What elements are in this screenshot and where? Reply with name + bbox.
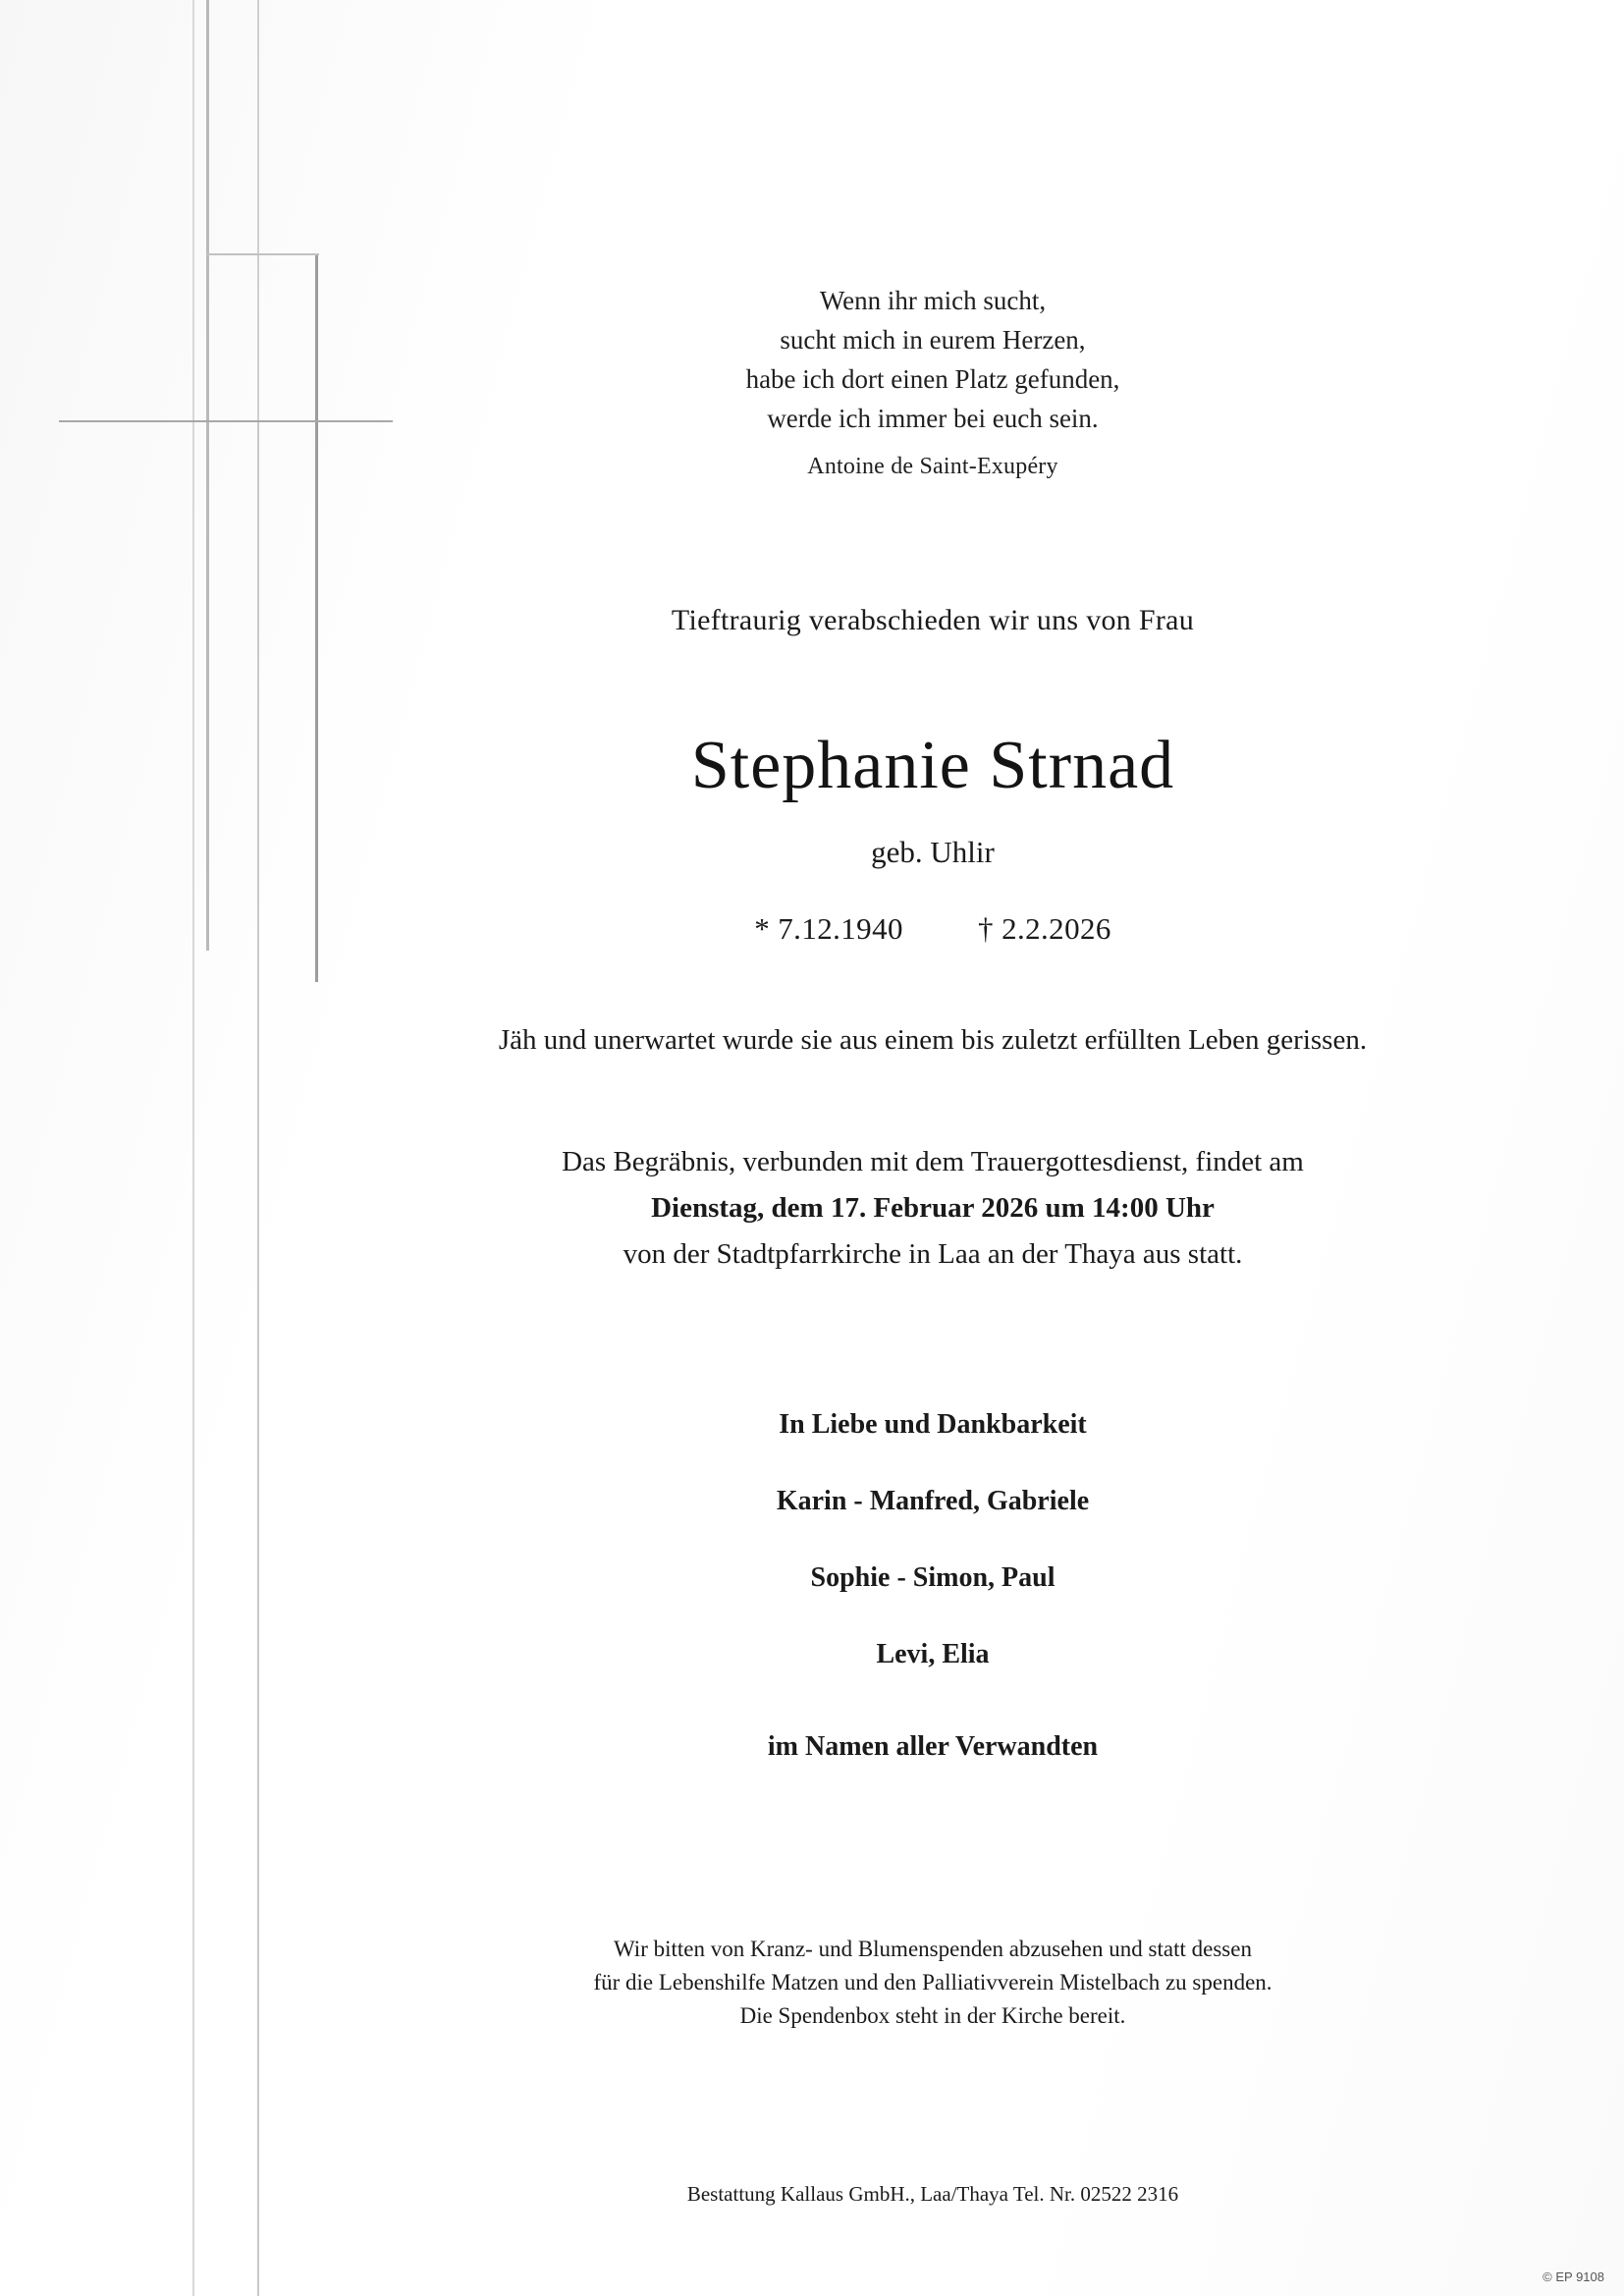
donation-request	[295, 1933, 1571, 2033]
memorial-sentence: Jäh und unerwartet wurde sie aus einem bis zuletzt erfüllten Leben gerissen.	[498, 1024, 1368, 1056]
memorial-poem	[295, 281, 1571, 486]
poem-line-2: sucht mich in eurem Herzen,	[780, 325, 1086, 355]
family-section	[295, 1394, 1571, 1777]
poem-author: Antoine de Saint-Exupéry	[807, 454, 1058, 479]
family-heading: In Liebe und Dankbarkeit	[779, 1409, 1087, 1440]
obituary-content	[295, 0, 1571, 2296]
family-group-3: Levi, Elia	[876, 1639, 990, 1669]
life-dates	[295, 911, 1571, 947]
intro-text: Tieftraurig verabschieden wir uns von Frau	[671, 604, 1195, 636]
family-group-2: Sophie - Simon, Paul	[810, 1562, 1056, 1593]
deceased-maiden-name: geb. Uhlir	[871, 835, 995, 869]
poem-line-4: werde ich immer bei euch sein.	[767, 404, 1099, 433]
donation-line-3: Die Spendenbox steht in der Kirche bereit.	[739, 2003, 1126, 2028]
donation-line-2: für die Lebenshilfe Matzen und den Palliativverein Mistelbach zu spenden.	[593, 1970, 1272, 1995]
birth-date: * 7.12.1940	[754, 911, 903, 946]
funeral-datetime: Dienstag, dem 17. Februar 2026 um 14:00 Uhr	[651, 1192, 1215, 1224]
cross-vertical-thin-line	[206, 0, 209, 951]
undertaker-info: Bestattung Kallaus GmbH., Laa/Thaya Tel. Nr. 02522 2316	[686, 2182, 1179, 2206]
poem-line-3: habe ich dort einen Platz gefunden,	[745, 364, 1120, 394]
print-code: © EP 9108	[1543, 2269, 1604, 2284]
deceased-name: Stephanie Strnad	[690, 728, 1175, 803]
family-group-1: Karin - Manfred, Gabriele	[776, 1486, 1090, 1516]
funeral-details	[295, 1139, 1571, 1278]
family-closing: im Namen aller Verwandten	[767, 1731, 1099, 1762]
poem-line-1: Wenn ihr mich sucht,	[819, 286, 1047, 315]
cross-vertical-secondary-line	[257, 0, 259, 422]
funeral-line-1: Das Begräbnis, verbunden mit dem Trauergottesdienst, findet am	[562, 1146, 1304, 1177]
donation-line-1: Wir bitten von Kranz- und Blumenspenden abzusehen und statt dessen	[614, 1937, 1252, 1961]
death-date: † 2.2.2026	[978, 911, 1111, 946]
funeral-location: von der Stadtpfarrkirche in Laa an der Thaya aus statt.	[623, 1238, 1243, 1270]
